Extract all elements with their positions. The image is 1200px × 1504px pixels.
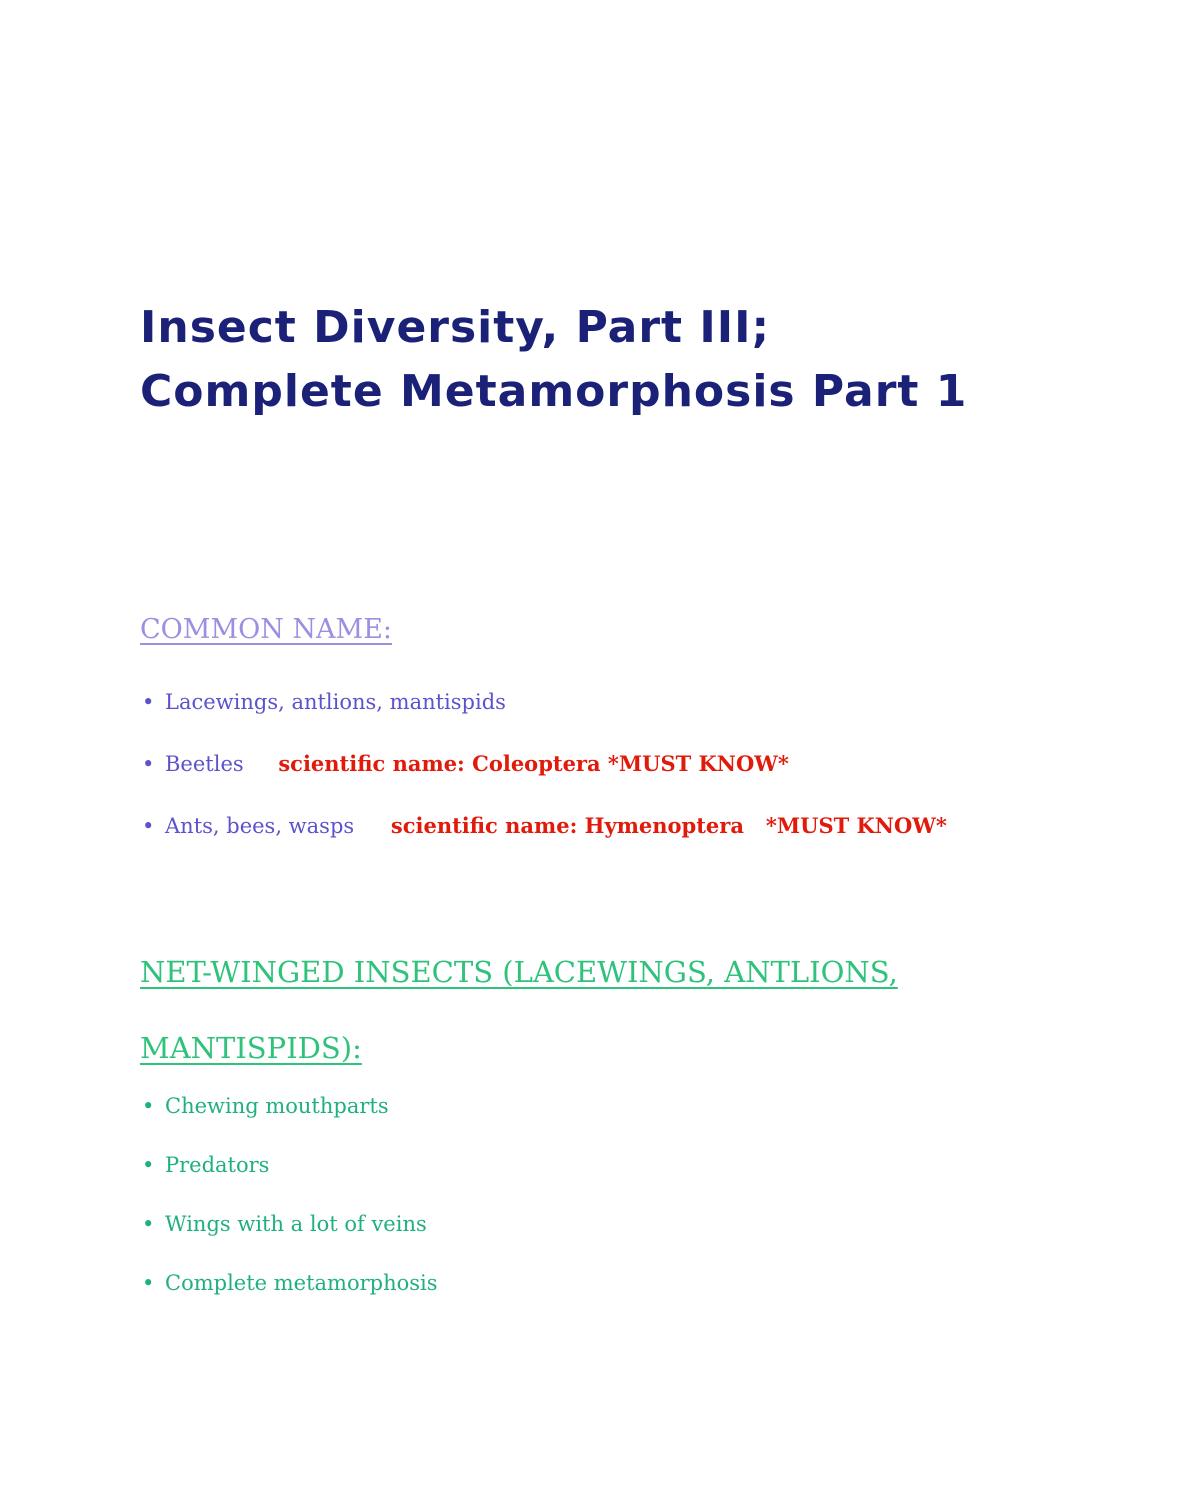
bullet-icon: • [142,1094,155,1118]
scientific-name-note: scientific name: Hymenoptera *MUST KNOW* [390,813,947,838]
list-item-text: Chewing mouthparts [165,1094,389,1118]
list-item-text: Wings with a lot of veins [165,1212,427,1236]
scientific-name-note: scientific name: Coleoptera *MUST KNOW* [278,751,789,776]
list-item-text: Complete metamorphosis [165,1271,438,1295]
net-winged-heading-line-2: MANTISPIDS): [140,1031,362,1065]
net-winged-heading-line-1: NET-WINGED INSECTS (LACEWINGS, ANTLIONS, [140,955,898,989]
list-item-text: Lacewings, antlions, mantispids [165,690,506,714]
common-name-list [140,686,947,872]
list-item [140,1208,438,1267]
list-item [140,686,947,748]
bullet-icon: • [142,1271,155,1295]
list-item [140,1090,438,1149]
title-line-2: Complete Metamorphosis Part 1 [140,366,968,417]
list-item [140,1149,438,1208]
page-title [140,296,1140,424]
bullet-icon: • [142,690,155,714]
title-line-1: Insect Diversity, Part III; [140,302,771,353]
bullet-icon: • [142,1153,155,1177]
list-item [140,748,947,810]
bullet-icon: • [142,814,155,838]
list-item [140,810,947,872]
common-name-heading: COMMON NAME: [140,614,393,645]
bullet-icon: • [142,1212,155,1236]
net-winged-list [140,1090,438,1326]
list-item-text: Beetles [165,752,244,776]
list-item [140,1267,438,1326]
net-winged-heading [140,934,898,1086]
bullet-icon: • [142,752,155,776]
list-item-text: Predators [165,1153,270,1177]
list-item-text: Ants, bees, wasps [165,814,355,838]
